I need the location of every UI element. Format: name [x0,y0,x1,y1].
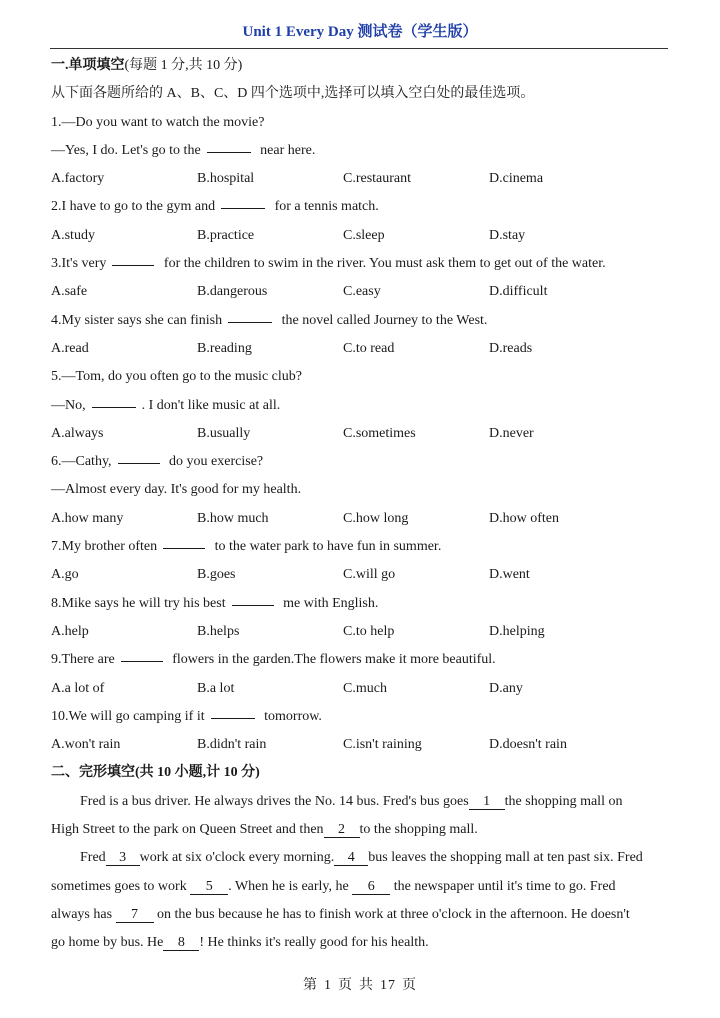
cloze-blank-6[interactable]: 6 [352,879,390,895]
option-d[interactable]: D.any [489,680,523,696]
option-d[interactable]: D.helping [489,623,545,639]
option-a[interactable]: A.go [51,567,79,583]
question-7-stem: 7.My brother often to the water park to have fun in summer. [51,533,671,561]
answer-blank[interactable] [92,393,136,408]
option-c[interactable]: C.to help [343,623,395,639]
answer-blank[interactable] [163,534,205,549]
option-c[interactable]: C.isn't raining [343,737,422,753]
question-9-options [51,675,671,703]
passage-line: sometimes goes to work 5 . When he is early, he 6 the newspaper until it's time to go. Fred [51,878,616,894]
option-c[interactable]: C.will go [343,567,396,583]
option-c[interactable]: C.restaurant [343,171,412,187]
option-c[interactable]: C.how long [343,510,409,526]
question-6-reply: —Almost every day. It's good for my health. [51,482,302,498]
passage-line: always has 7 on the bus because he has to finish work at three o'clock in the afternoon. He doesn't [51,906,630,922]
cloze-blank-5[interactable]: 5 [190,879,228,895]
option-c[interactable]: C.easy [343,284,381,300]
option-c[interactable]: C.much [343,680,387,696]
section1-instruction: 从下面各题所给的 A、B、C、D 四个选项中,选择可以填入空白处的最佳选项。 [51,86,535,102]
option-b[interactable]: B.goes [197,567,236,583]
option-b[interactable]: B.usually [197,425,251,441]
option-d[interactable]: D.reads [489,340,533,356]
option-d[interactable]: D.stay [489,227,526,243]
passage-line: Fred is a bus driver. He always drives the No. 14 bus. Fred's bus goes 1 the shopping mall on [80,793,623,809]
option-a[interactable]: A.a lot of [51,680,105,696]
answer-blank[interactable] [118,449,160,464]
option-a[interactable]: A.study [51,227,95,243]
question-6-options [51,505,671,533]
option-a[interactable]: A.factory [51,171,105,187]
option-d[interactable]: D.never [489,425,534,441]
question-10-options [51,731,671,759]
document-body [51,52,671,958]
option-d[interactable]: D.difficult [489,284,548,300]
answer-blank[interactable] [207,138,251,153]
option-b[interactable]: B.a lot [197,680,235,696]
option-a[interactable]: A.how many [51,510,124,526]
option-b[interactable]: B.hospital [197,171,255,187]
page-total: 17 [380,978,396,993]
passage-line: High Street to the park on Queen Street and then 2 to the shopping mall. [51,822,478,838]
question-2-stem: 2.I have to go to the gym and for a tennis match. [51,193,671,221]
option-a[interactable]: A.read [51,340,89,356]
question-6-stem: 6.—Cathy, do you exercise? [51,448,671,476]
section2-heading: 二、完形填空(共 10 小题,计 10 分) [51,765,260,781]
option-a[interactable]: A.help [51,623,89,639]
option-a[interactable]: A.always [51,425,104,441]
question-1-reply: —Yes, I do. Let's go to the near here. [51,137,671,165]
option-b[interactable]: B.didn't rain [197,737,267,753]
answer-blank[interactable] [228,308,272,323]
question-3-stem: 3.It's very for the children to swim in the river. You must ask them to get out of the water. [51,250,671,278]
question-5-reply: —No, . I don't like music at all. [51,392,671,420]
passage-line: Fred 3 work at six o'clock every morning. 4 bus leaves the shopping mall at ten past six. Fred [80,850,643,866]
cloze-blank-3[interactable]: 3 [106,850,140,866]
option-b[interactable]: B.helps [197,623,240,639]
answer-blank[interactable] [232,591,274,606]
question-1-stem: 1.—Do you want to watch the movie? [51,114,265,130]
option-c[interactable]: C.to read [343,340,395,356]
page-number: 1 [324,978,332,993]
option-c[interactable]: C.sometimes [343,425,416,441]
question-5-stem: 5.—Tom, do you often go to the music club? [51,369,302,385]
page-footer: 第 1 页 共 17 页 [303,978,417,993]
question-4-options [51,335,671,363]
answer-blank[interactable] [112,251,154,266]
answer-blank[interactable] [221,194,265,209]
question-8-options [51,618,671,646]
cloze-blank-7[interactable]: 7 [116,907,154,923]
question-4-stem: 4.My sister says she can finish the novel called Journey to the West. [51,307,671,335]
cloze-blank-2[interactable]: 2 [324,822,360,838]
page-title: Unit 1 Every Day 测试卷（学生版） [242,24,478,40]
section1-heading: 一.单项填空(每题 1 分,共 10 分) [51,58,243,73]
option-a[interactable]: A.won't rain [51,737,121,753]
question-8-stem: 8.Mike says he will try his best me with English. [51,590,671,618]
option-d[interactable]: D.cinema [489,171,544,187]
question-3-options [51,278,671,306]
option-b[interactable]: B.practice [197,227,255,243]
option-d[interactable]: D.doesn't rain [489,737,567,753]
option-d[interactable]: D.how often [489,510,559,526]
answer-blank[interactable] [211,704,255,719]
question-1-options [51,165,671,193]
cloze-blank-1[interactable]: 1 [469,794,505,810]
option-b[interactable]: B.how much [197,510,269,526]
option-d[interactable]: D.went [489,567,530,583]
question-9-stem: 9.There are flowers in the garden.The flowers make it more beautiful. [51,646,671,674]
passage-line: go home by bus. He 8 ! He thinks it's really good for his health. [51,935,429,951]
option-b[interactable]: B.reading [197,340,252,356]
question-7-options [51,561,671,589]
option-a[interactable]: A.safe [51,284,88,300]
question-2-options [51,222,671,250]
cloze-blank-8[interactable]: 8 [163,935,199,951]
option-c[interactable]: C.sleep [343,227,385,243]
option-b[interactable]: B.dangerous [197,284,268,300]
title-divider [50,48,668,49]
question-5-options [51,420,671,448]
question-10-stem: 10.We will go camping if it tomorrow. [51,703,671,731]
answer-blank[interactable] [121,647,163,662]
cloze-blank-4[interactable]: 4 [334,850,368,866]
